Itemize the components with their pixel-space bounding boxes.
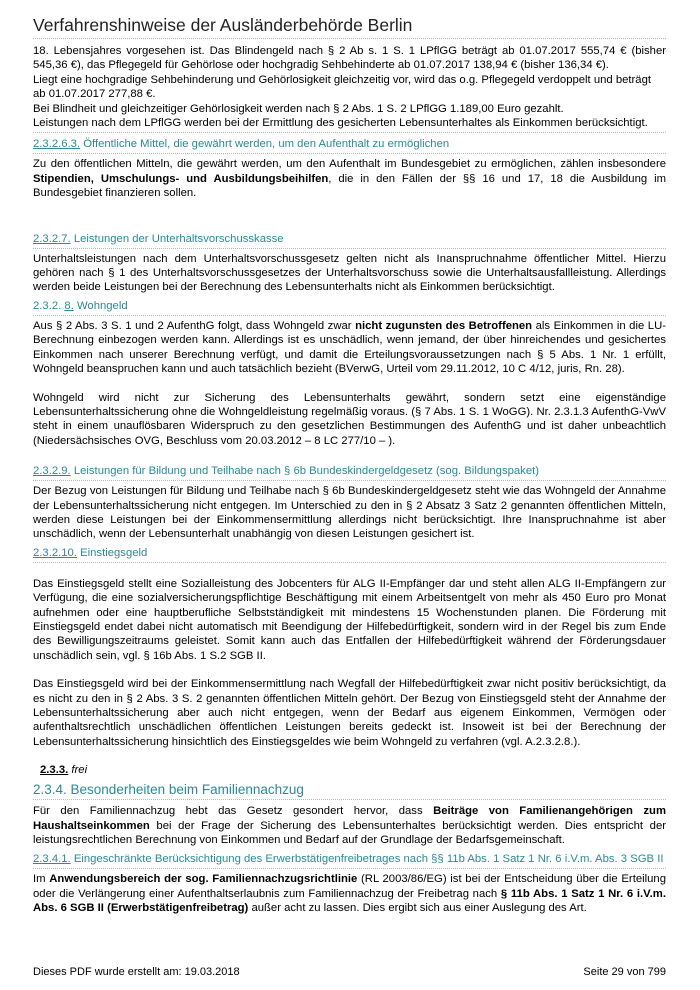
body-bold: Stipendien, Umschulungs- und Ausbildungsbeihilfen: [33, 172, 329, 185]
section-body-2: Das Einstiegsgeld wird bei der Einkommensermittlung nach Wegfall der Hilfebedürftigkeit zwar nicht positiv berücksichtigt, da es nicht zu den in § 2 Abs. 3 S. 2 genannten öffentlichen Mitteln gehört. Der Bezug von Einstiegsgeld steht der Annahme der Lebensunterhaltssicherung aber auch nicht entgegen, wenn der Bedarf aus eigenem Einkommen, Vermögen oder aufenthaltsrechtlich unschädlichen öffentlichen Leistungen bereits gedeckt ist. Insoweit ist bei der Berechnung der Lebensunterhaltssicherung hinsichtlich des Einstiegsgeldes wie beim Wohngeld zu verfahren (vgl. A.2.3.2.8.).: [33, 678, 666, 748]
intro-paragraph-1: 18. Lebensjahres vorgesehen ist. Das Blindengeld nach § 2 Ab s. 1 S. 1 LPflGG beträgt ab 01.07.2017 555,74 € (bisher 545,36 €), das Pflegegeld für Gehörlose oder hochgradig Sehbehinderte ab 01.07.2017 138,94 € (bisher 136,34 €).: [33, 45, 666, 72]
body-text: Im: [33, 873, 50, 886]
section-number-link[interactable]: 8.: [64, 299, 74, 312]
section-body: Das Einstiegsgeld stellt eine Sozialleistung des Jobcenters für ALG II-Empfänger dar und steht allen ALG II-Empfängern zur Verfügung, die eine sozialversicherungspflichtige Beschäftigung mit einem Arbeitsentgelt von mehr als 450 Euro pro Monat aufnehmen oder eine hauptberufliche Selbstständigkeit mit mindestens 15 Wochenstunden planen. Die Förderung mit Einstiegsgeld endet dabei nicht automatisch mit Beendigung der Hilfebedürftigkeit, sondern wird in der Regel bis zum Ende des Bewilligungszeitraums geleistet. Somit kann auch das Entfallen der Hilfebedürftigkeit während der Förderungsdauer unschädlich sein, vgl. § 16b Abs. 1 S.2 SGB II.: [33, 577, 666, 662]
section-number-link[interactable]: 2.3.2.10.: [33, 546, 77, 559]
section-body: [33, 157, 666, 200]
section-body-2: Wohngeld wird nicht zur Sicherung des Lebensunterhalts gewährt, sondern setzt eine eigenständige Lebensunterhaltssicherung ohne die Wohngeldleistung regelmäßig voraus. (§ 7 Abs. 1 S. 1 WoGG). Nr. 2.3.1.3 AufenthG-VwV steht in einem unauflösbaren Widerspruch zu den gesetzlichen Bestimmungen des AufenthG und ist daher unbeachtlich (Niedersächsisches OVG, Beschluss vom 20.03.2012 – 8 LC 277/10 – ).: [33, 391, 666, 447]
section-2-3-2-9: [33, 464, 666, 542]
section-2-3-2-7: [33, 232, 666, 295]
section-number-link[interactable]: 2.3.2.7.: [33, 232, 71, 245]
section-number: 2.3.3.: [40, 764, 69, 777]
section-title: Leistungen für Bildung und Teilhabe nach § 6b Bundeskindergeldgesetz (sog. Bildungspaket): [70, 465, 540, 478]
section-2-3-2-6-3: [33, 137, 666, 200]
body-text: außer acht zu lassen. Dies ergibt sich aus einer Auslegung des Art.: [248, 902, 587, 915]
section-title: Einstiegsgeld: [76, 546, 148, 559]
section-2-3-4: [33, 781, 666, 847]
body-text: als Einkommen in die LU- Berechnung einbezogen werden kann. Allerdings ist es unschädlich, wenn jemand, der über hinreichendes und gesichertes Einkommen nach unserer Berechnung verfügt, und damit die Erteilungsvoraussetzungen nach § 5 Abs. 1 Nr. 1 erfüllt, Wohngeld beanspruchen kann und auch tatsächlich bezieht (BVerwG, Urteil vom 29.11.2012, 10 C 4/12, juris, Rn. 28).: [33, 319, 666, 376]
section-2-3-3: [40, 763, 666, 777]
footer-created-date: Dieses PDF wurde erstellt am: 19.03.2018: [33, 966, 240, 978]
body-text: Aus § 2 Abs. 3 S. 1 und 2 AufenthG folgt, dass Wohngeld zwar: [33, 319, 356, 332]
section-2-3-2-8: [33, 299, 666, 448]
intro-paragraph-2: Liegt eine hochgradige Sehbehinderung und Gehörlosigkeit gleichzeitig vor, wird das o.g. Pflegegeld verdoppelt und beträgt ab 01.07.2017 277,88 €.: [33, 73, 651, 101]
section-2-3-2-10: [33, 546, 666, 749]
body-text: (RL 2003/86/EG) ist bei der Entscheidung über die Erteilung oder die Verlängerung einer Aufenthaltserlaubnis zum Familiennachzug der Freibetrag nach: [33, 873, 666, 900]
body-bold: § 11b Abs. 1 Satz 1 Nr. 6 i.V.m. Abs. 6 SGB II (Erwerbstätigenfreibetrag): [33, 887, 666, 915]
body-bold: Beiträge von Familienangehörigen zum Haushaltseinkommen: [33, 805, 666, 832]
section-body: [33, 319, 666, 377]
section-body: [33, 872, 666, 915]
document-title: Verfahrenshinweise der Ausländerbehörde Berlin: [33, 12, 666, 39]
intro-section: [33, 44, 666, 133]
body-text: Für den Familiennachzug hebt das Gesetz gesondert hervor, dass: [33, 805, 434, 818]
intro-paragraph-4: Leistungen nach dem LPflGG werden bei der Ermittlung des gesicherten Lebensunterhaltes als Einkommen berücksichtigt.: [33, 116, 666, 133]
section-number-link[interactable]: 2.3.2.9.: [33, 465, 71, 478]
page-footer: [33, 965, 666, 979]
section-heading: [33, 464, 666, 481]
section-number-prefix: 2.3.2.: [33, 299, 65, 312]
section-heading: [33, 232, 666, 249]
section-heading: [33, 299, 666, 316]
section-number-link[interactable]: 2.3.2.6.3.: [33, 138, 81, 151]
section-2-3-4-1: [33, 852, 666, 915]
section-number-link[interactable]: 2.3.4.1.: [33, 853, 71, 866]
section-heading: [33, 852, 666, 869]
section-title: Wohngeld: [73, 299, 128, 312]
section-heading: 2.3.4. Besonderheiten beim Familiennachzug: [33, 781, 666, 800]
section-body: Unterhaltsleistungen nach dem Unterhaltsvorschussgesetz gelten nicht als Inanspruchnahme öffentlicher Mittel. Hierzu gehören nach § 1 des Unterhaltsvorschussgesetzes der Unterhaltsvorschuss sowie die Unterhaltsausfallleistung. Allerdings werden beide Leistungen bei der Berechnung des Lebensunterhalts nicht als Einkommen berücksichtigt.: [33, 252, 666, 294]
body-text: Zu den öffentlichen Mitteln, die gewährt werden, um den Aufenthalt im Bundesgebiet zu ermöglichen, zählen insbesondere: [33, 158, 666, 171]
section-body: Der Bezug von Leistungen für Bildung und Teilhabe nach § 6b Bundeskindergeldgesetz steht wie das Wohngeld der Annahme der Lebensunterhaltssicherung nicht entgegen. Im Unterschied zu den in § 2 Absatz 3 Satz 2 genannten öffentlichen Mitteln, werden diese Leistungen bei der Einkommensermittlung allerdings nicht berücksichtigt. Ihre Inanspruchnahme ist aber unschädlich, wenn der Lebensunterhalt unabhängig von diesen Leistungen gesichert ist.: [33, 485, 666, 541]
section-heading: [33, 546, 666, 563]
body-bold: nicht zugunsten des Betroffenen: [355, 319, 533, 332]
body-text: bei der Frage der Sicherung des Lebensunterhaltes berücksichtigt werden. Dies entspricht der leistungsrechtlichen Berechnung von Einkommen und Bedarf auf der Grundlage der Bedarfsgemeinschaft.: [33, 819, 666, 847]
document-page: [33, 0, 666, 916]
section-text: frei: [68, 764, 88, 777]
section-title: Öffentliche Mittel, die gewährt werden, um den Aufenthalt zu ermöglichen: [80, 138, 450, 151]
footer-page-number: Seite 29 von 799: [583, 966, 666, 978]
section-title: Eingeschränkte Berücksichtigung des Erwerbstätigenfreibetrages nach §§ 11b Abs. 1 Satz 1 Nr. 6 i.V.m. Abs. 3 SGB II: [70, 853, 664, 866]
body-bold: Anwendungsbereich der sog. Familiennachzugsrichtlinie: [49, 873, 358, 886]
intro-paragraph-3: Bei Blindheit und gleichzeitiger Gehörlosigkeit werden nach § 2 Abs. 1 S. 2 LPflGG 1.189,00 Euro gezahlt.: [33, 102, 564, 115]
section-heading: [33, 137, 666, 154]
body-text: , die in den Fällen der §§ 16 und 17, 18 die Ausbildung im Bundesgebiet finanzieren sollen.: [33, 172, 666, 200]
section-body: [33, 804, 666, 847]
section-title: Leistungen der Unterhaltsvorschusskasse: [70, 232, 284, 245]
